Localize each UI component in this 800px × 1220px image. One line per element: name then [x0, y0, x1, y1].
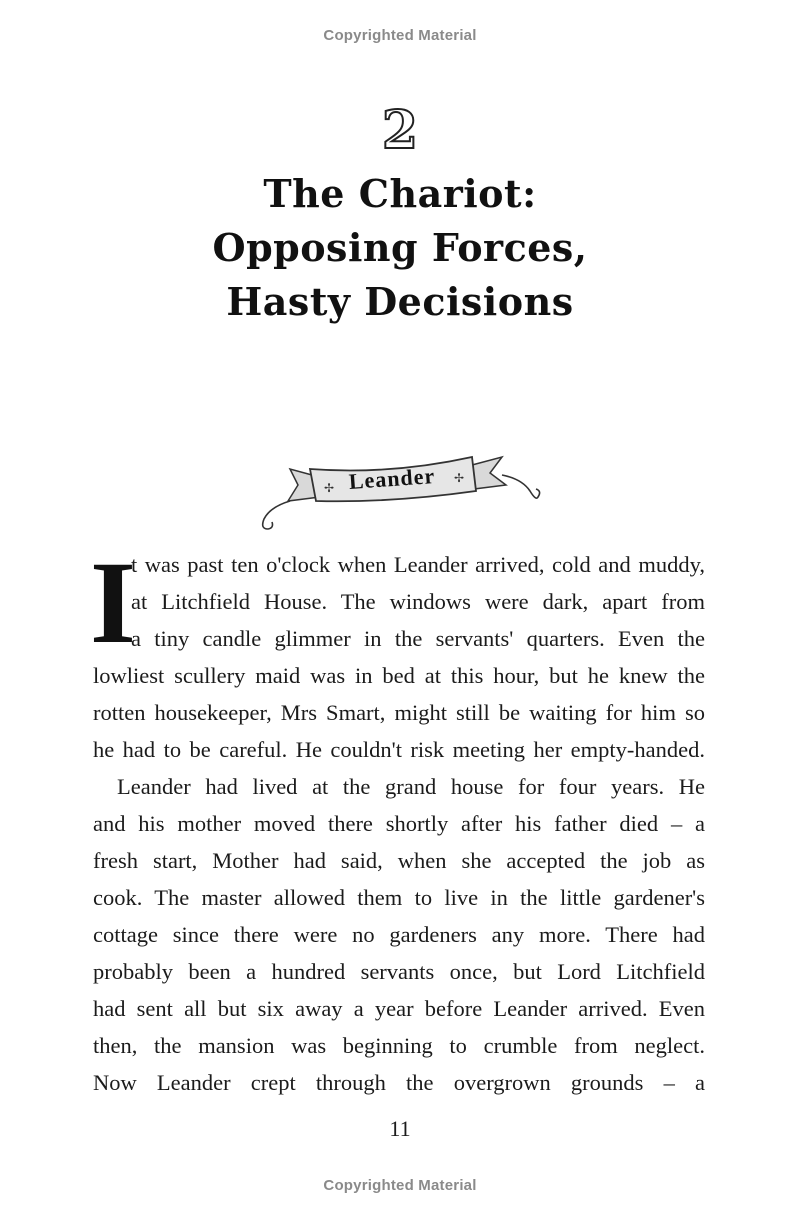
copyright-footer: Copyrighted Material	[323, 1177, 477, 1194]
body-text-line: had sent all but six away a year before Leander arrived. Even	[93, 996, 705, 1021]
page-number: 11	[389, 1116, 411, 1141]
banner-label: Leander	[347, 463, 436, 494]
body-text-line: Leander had lived at the grand house for four years. He	[117, 774, 705, 799]
body-text-line: cottage since there were no gardeners any more. There had	[93, 922, 705, 947]
body-text-line: he had to be careful. He couldn't risk meeting her empty-handed.	[93, 737, 705, 762]
body-text-line: at Litchfield House. The windows were dark, apart from	[131, 589, 705, 614]
body-text-line: t was past ten o'clock when Leander arrived, cold and muddy,	[131, 552, 705, 577]
body-text-line: fresh start, Mother had said, when she accepted the job as	[93, 848, 705, 873]
body-text-line: rotten housekeeper, Mrs Smart, might still be waiting for him so	[93, 700, 705, 725]
body-text-line: probably been a hundred servants once, but Lord Litchfield	[93, 959, 705, 984]
drop-cap: I	[90, 537, 136, 668]
chapter-title-line: The Chariot:	[263, 171, 537, 216]
body-text-line: a tiny candle glimmer in the servants' quarters. Even the	[131, 626, 705, 651]
body-text-line: lowliest scullery maid was in bed at this hour, but he knew the	[93, 663, 705, 688]
chapter-title-line: Hasty Decisions	[226, 279, 574, 324]
svg-text:✢: ✢	[324, 481, 335, 495]
body-text-line: then, the mansion was beginning to crumble from neglect.	[93, 1033, 705, 1058]
body-text-line: Now Leander crept through the overgrown grounds – a	[93, 1070, 705, 1095]
copyright-header: Copyrighted Material	[323, 27, 477, 44]
body-text-line: cook. The master allowed them to live in the little gardener's	[93, 885, 705, 910]
svg-text:✢: ✢	[454, 471, 465, 485]
chapter-title-line: Opposing Forces,	[212, 225, 588, 270]
body-text-line: and his mother moved there shortly after his father died – a	[93, 811, 705, 836]
chapter-number: 2	[381, 100, 419, 161]
